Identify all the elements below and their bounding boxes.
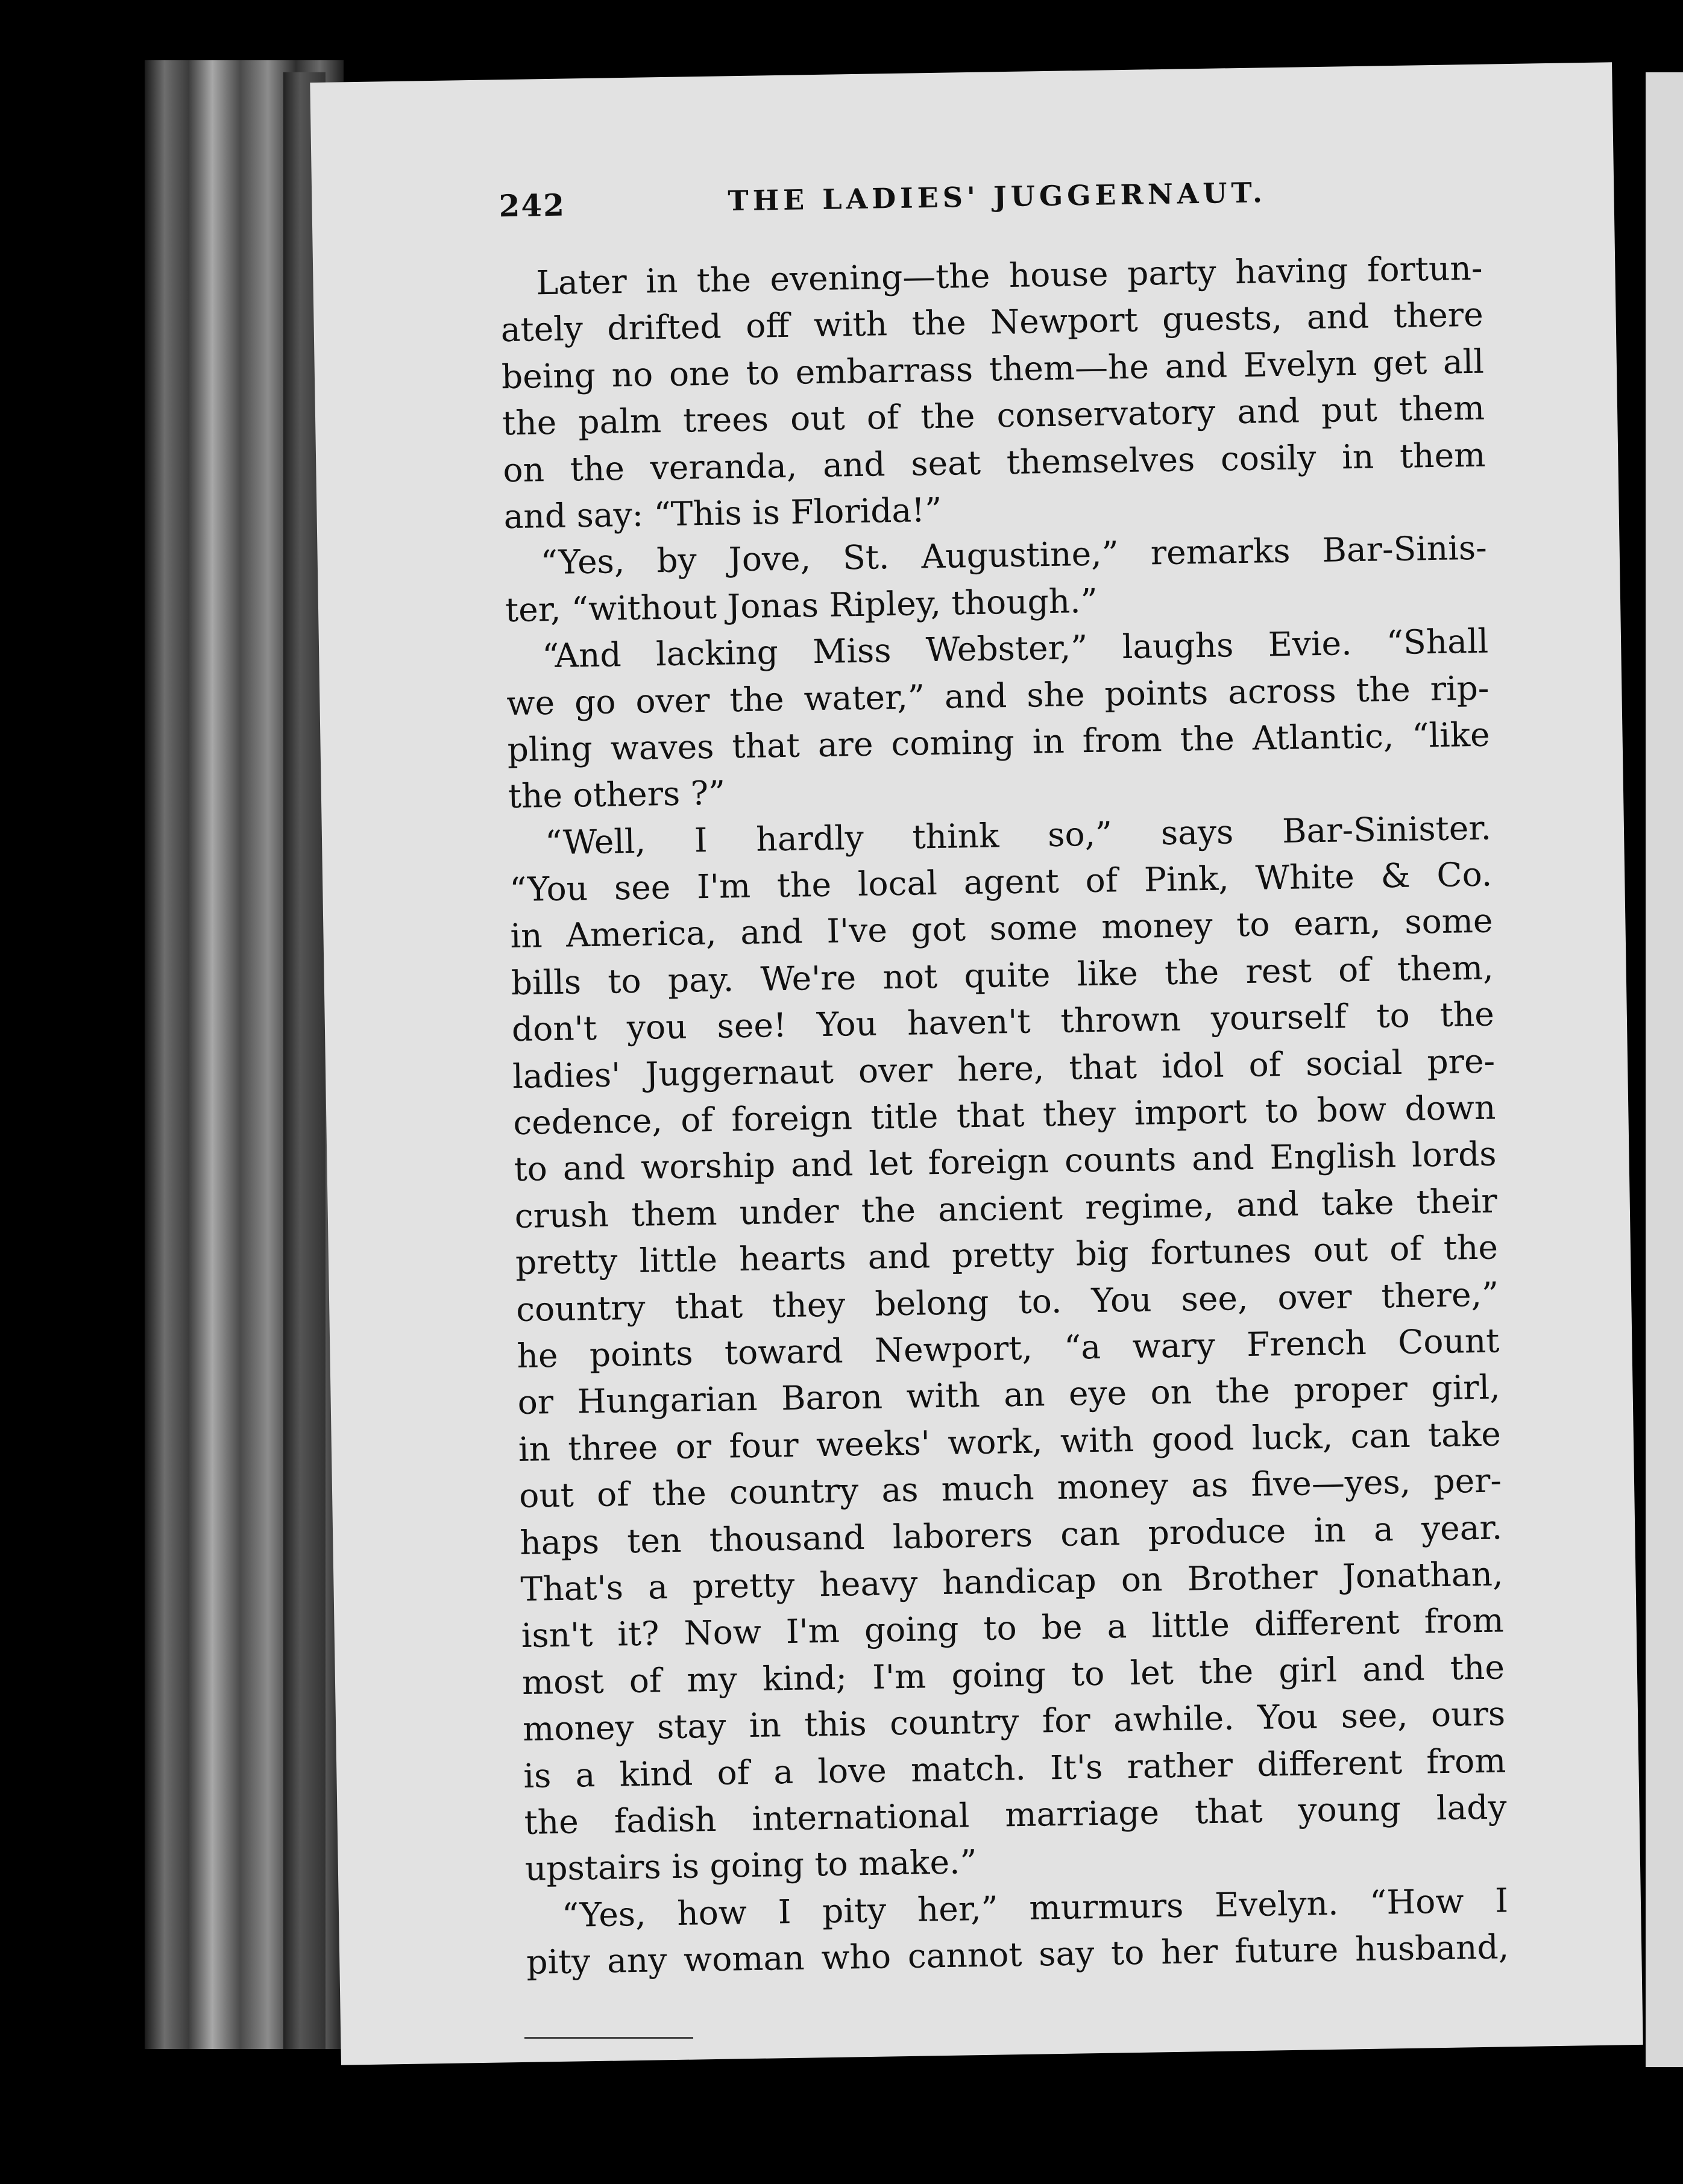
facing-page-edge: [1646, 72, 1683, 2067]
text-line: “You see I'm the local agent of Pink, White & Co.: [509, 855, 1493, 909]
text-line: is a kind of a love match. It's rather different from: [523, 1740, 1506, 1795]
text-line: in three or four weeks' work, with good luck, can take: [518, 1414, 1502, 1469]
text-line: isn't it? Now I'm going to be a little different from: [521, 1601, 1505, 1655]
text-line: ter, “without Jonas Ripley, though.”: [505, 581, 1098, 629]
text-line: Later in the evening—the house party having fortun-: [536, 248, 1483, 303]
text-line: money stay in this country for awhile. You see, ours: [522, 1694, 1506, 1749]
page-number: 242: [499, 187, 566, 224]
running-head: [499, 171, 1608, 236]
text-line: the fadish international marriage that young lady: [524, 1787, 1507, 1842]
text-line: ladies' Juggernaut over here, that idol of social pre-: [512, 1041, 1496, 1096]
body-text: [500, 245, 1509, 1986]
text-line: crush them under the ancient regime, and take their: [514, 1181, 1498, 1235]
text-line: “Well, I hardly think so,” says Bar-Sinister.: [544, 808, 1492, 862]
text-line: being no one to embarrass them—he and Evelyn get all: [501, 342, 1485, 397]
text-line: “Yes, by Jove, St. Augustine,” remarks Bar-Sinis-: [540, 528, 1488, 582]
text-line: out of the country as much money as five—yes, per-: [518, 1461, 1502, 1516]
text-line: pity any woman who cannot say to her future husband,: [526, 1927, 1509, 1982]
text-line: ately drifted off with the Newport guests, and there: [500, 295, 1484, 350]
text-line: we go over the water,” and she points across the rip-: [506, 668, 1490, 723]
text-line: the palm trees out of the conservatory and put them: [502, 388, 1485, 443]
text-line: the others ?”: [508, 773, 726, 816]
text-line: pling waves that are coming in from the Atlantic, “like: [507, 715, 1491, 770]
text-line: don't you see! You haven't thrown yourself to the: [511, 994, 1495, 1049]
text-line: in America, and I've got some money to earn, some: [510, 901, 1493, 956]
text-line: upstairs is going to make.”: [524, 1842, 978, 1889]
text-line: pretty little hearts and pretty big fortunes out of the: [515, 1228, 1499, 1282]
text-line: to and worship and let foreign counts and English lords: [514, 1134, 1497, 1189]
text-line: on the veranda, and seat themselves cosily in them: [502, 435, 1486, 489]
text-line: or Hungarian Baron with an eye on the proper girl,: [517, 1367, 1501, 1422]
text-line: “Yes, how I pity her,” murmurs Evelyn. “How I: [561, 1880, 1509, 1935]
book-page: [310, 62, 1643, 2065]
text-line: bills to pay. We're not quite like the rest of them,: [511, 948, 1494, 1002]
text-line: haps ten thousand laborers can produce in a year.: [519, 1507, 1503, 1562]
text-line: That's a pretty heavy handicap on Brother Jonathan,: [520, 1554, 1503, 1608]
text-line: most of my kind; I'm going to let the girl and the: [521, 1648, 1505, 1702]
text-line: cedence, of foreign title that they import to bow down: [512, 1088, 1496, 1143]
bottom-rule: [524, 2037, 693, 2039]
text-line: country that they belong to. You see, over there,”: [515, 1275, 1499, 1329]
text-line: “And lacking Miss Webster,” laughs Evie. “Shall: [541, 621, 1489, 676]
text-line: and say: “This is Florida!”: [503, 490, 942, 536]
text-line: he points toward Newport, “a wary French Count: [517, 1321, 1500, 1376]
running-title: THE LADIES' JUGGERNAUT.: [728, 176, 1267, 218]
